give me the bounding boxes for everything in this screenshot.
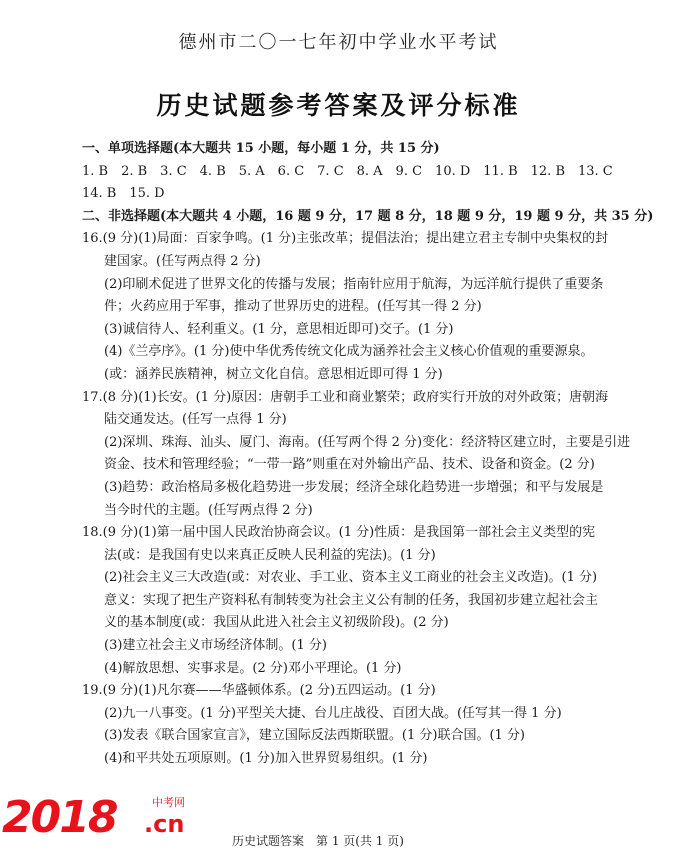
answer-line: (4)解放思想、实事求是。(2 分)邓小平理论。(1 分) [104, 660, 402, 676]
answer-line: 义的基本制度(或：我国从此进入社会主义初级阶段)。(2 分) [104, 615, 449, 631]
answer-line: 18.(9 分)(1)第一届中国人民政治协商会议。(1 分)性质：是我国第一部社会主义类型的宪 [82, 525, 596, 541]
site-logo[interactable] [2, 788, 207, 848]
answer-line: (2)社会主义三大改造(或：对农业、手工业、资本主义工商业的社会主义改造)。(1 分) [104, 570, 598, 586]
exam-title: 德州市二〇一七年初中学业水平考试 [178, 32, 499, 53]
answer-line: 陆交通发达。(任写一点得 1 分) [104, 412, 287, 428]
answer-line: (4)《兰亭序》。(1 分)使中华优秀传统文化成为涵养社会主义核心价值观的重要源泉。 [104, 344, 594, 360]
answer-line: (3)诚信待人、轻利重义。(1 分，意思相近即可)交子。(1 分) [104, 321, 454, 337]
answer-line: (2)印刷术促进了世界文化的传播与发展；指南针应用于航海，为远洋航行提供了重要条 [104, 276, 604, 292]
answer-line: 件；火药应用于军事，推动了世界历史的进程。(任写其一得 2 分) [104, 299, 482, 315]
section-heading: 二、非选择题(本大题共 4 小题，16 题 9 分，17 题 8 分，18 题 9 分，19 题 9 分，共 35 分) [82, 208, 654, 224]
answer-line: (或：涵养民族精神，树立文化自信。意思相近即可得 1 分) [104, 366, 443, 382]
answer-content [82, 138, 654, 771]
answer-line: 建国家。(任写两点得 2 分) [104, 253, 261, 269]
answer-line: 资金、技术和管理经验；“一带一路”则重在对外输出产品、技术、设备和资金。(2 分) [104, 457, 595, 473]
answer-line: (2)深圳、珠海、汕头、厦门、海南。(任写两个得 2 分)变化：经济特区建立时，主要是引进 [104, 434, 631, 450]
answer-line: (3)发表《联合国家宣言》，建立国际反法西斯联盟。(1 分)联合国。(1 分) [104, 728, 526, 744]
answer-line: 14. B 15. D [82, 186, 165, 202]
logo-year: 2018 [2, 792, 117, 843]
answer-line: (2)九一八事变。(1 分)平型关大捷、台儿庄战役、百团大战。(任写其一得 1 分) [104, 705, 562, 721]
answer-line: (3)趋势：政治格局多极化趋势进一步发展；经济全球化趋势进一步增强；和平与发展是 [104, 479, 604, 495]
logo-domain: .cn [144, 810, 185, 838]
answer-line: 法(或：是我国有史以来真正反映人民利益的宪法)。(1 分) [104, 547, 436, 563]
section-heading: 一、单项选择题(本大题共 15 小题，每小题 1 分，共 15 分) [82, 141, 440, 156]
page-footer: 历史试题答案 第 1 页(共 1 页) [232, 834, 404, 848]
answer-line: 意义：实现了把生产资料私有制转变为社会主义公有制的任务，我国初步建立起社会主 [104, 592, 599, 608]
document-title: 历史试题参考答案及评分标准 [156, 91, 521, 120]
answer-line: 当今时代的主题。(任写两点得 2 分) [104, 502, 313, 518]
answer-line: 16.(9 分)(1)局面：百家争鸣。(1 分)主张改革；提倡法治；提出建立君主专制中央集权的封 [82, 231, 609, 247]
logo-tagline: 中考网 [152, 796, 185, 809]
answer-line: 19.(9 分)(1)凡尔赛——华盛顿体系。(2 分)五四运动。(1 分) [82, 683, 436, 699]
answer-line: (3)建立社会主义市场经济体制。(1 分) [104, 638, 327, 654]
answer-line: (4)和平共处五项原则。(1 分)加入世界贸易组织。(1 分) [104, 751, 428, 767]
answer-line: 17.(8 分)(1)长安。(1 分)原因：唐朝手工业和商业繁荣；政府实行开放的对外政策；唐朝海 [82, 389, 609, 405]
answer-line: 1. B 2. B 3. C 4. B 5. A 6. C 7. C 8. A 9. C 10. D 11. B 12. B 13. C [82, 163, 613, 179]
